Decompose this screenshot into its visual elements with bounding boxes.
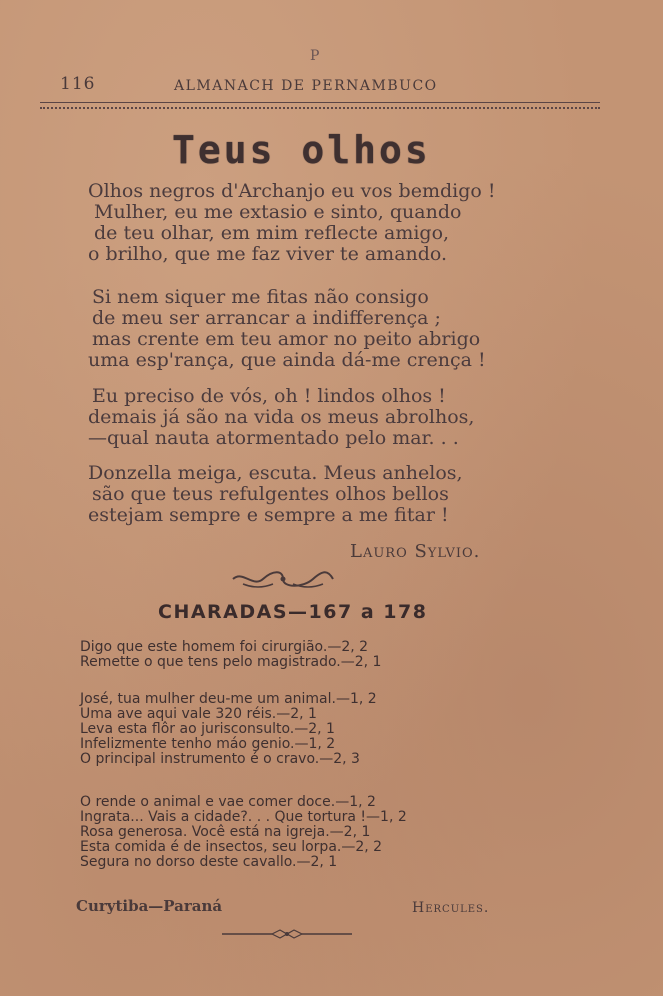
stanza-3 bbox=[88, 386, 474, 449]
verse-line: o brilho, que me faz viver te amando. bbox=[88, 243, 448, 265]
verse-line: estejam sempre e sempre a me fitar ! bbox=[88, 504, 449, 526]
charadas-place: Curytiba—Paraná bbox=[76, 897, 223, 915]
charada-line: Uma ave aqui vale 320 réis.—2, 1 bbox=[80, 706, 317, 722]
charadas-signer: Hercules. bbox=[412, 900, 490, 916]
charada-line: Digo que este homem foi cirurgião.—2, 2 bbox=[80, 639, 369, 655]
verse-line: mas crente em teu amor no peito abrigo bbox=[92, 328, 481, 350]
verse-line: Si nem siquer me fitas não consigo bbox=[92, 286, 429, 308]
footer-ornament bbox=[222, 926, 352, 942]
charadas-group-3 bbox=[80, 795, 407, 870]
charada-line: Segura no dorso deste cavallo.—2, 1 bbox=[80, 854, 338, 870]
page-marker: P bbox=[310, 48, 320, 64]
charada-line: Rosa generosa. Você está na igreja.—2, 1 bbox=[80, 824, 371, 840]
header-rule bbox=[40, 102, 600, 109]
poem-title: Teus olhos bbox=[172, 128, 431, 172]
stanza-2 bbox=[88, 287, 486, 371]
charada-line: Leva esta flôr ao jurisconsulto.—2, 1 bbox=[80, 721, 335, 737]
verse-line: de meu ser arrancar a indifferença ; bbox=[92, 307, 441, 329]
charada-line: O principal instrumento é o cravo.—2, 3 bbox=[80, 751, 360, 767]
charadas-title: CHARADAS—167 a 178 bbox=[158, 601, 428, 623]
verse-line: Eu preciso de vós, oh ! lindos olhos ! bbox=[92, 385, 446, 407]
charada-line: Infelizmente tenho máo genio.—1, 2 bbox=[80, 736, 336, 752]
charada-line: Esta comida é de insectos, seu lorpa.—2, 2 bbox=[80, 839, 383, 855]
verse-line: demais já são na vida os meus abrolhos, bbox=[88, 406, 475, 428]
charada-line: José, tua mulher deu-me um animal.—1, 2 bbox=[80, 691, 377, 707]
charada-line: Ingrata... Vais a cidade?. . . Que tortura !—1, 2 bbox=[80, 809, 407, 825]
stanza-4 bbox=[88, 463, 463, 526]
poem-author: Lauro Sylvio. bbox=[350, 541, 481, 562]
verse-line: Olhos negros d'Archanjo eu vos bemdigo ! bbox=[88, 180, 496, 202]
charada-line: O rende o animal e vae comer doce.—1, 2 bbox=[80, 794, 376, 810]
charadas-group-2 bbox=[80, 692, 377, 767]
section-ornament bbox=[228, 568, 338, 594]
charadas-group-1 bbox=[80, 640, 381, 670]
verse-line: uma esp'rança, que ainda dá-me crença ! bbox=[88, 349, 486, 371]
running-head: ALMANACH DE PERNAMBUCO bbox=[174, 78, 438, 94]
page-number: 116 bbox=[60, 74, 96, 94]
charada-line: Remette o que tens pelo magistrado.—2, 1 bbox=[80, 654, 382, 670]
verse-line: Donzella meiga, escuta. Meus anhelos, bbox=[88, 462, 463, 484]
verse-line: Mulher, eu me extasio e sinto, quando bbox=[94, 201, 462, 223]
verse-line: de teu olhar, em mim reflecte amigo, bbox=[94, 222, 450, 244]
verse-line: —qual nauta atormentado pelo mar. . . bbox=[88, 427, 459, 449]
stanza-1 bbox=[88, 181, 496, 265]
verse-line: são que teus refulgentes olhos bellos bbox=[92, 483, 449, 505]
